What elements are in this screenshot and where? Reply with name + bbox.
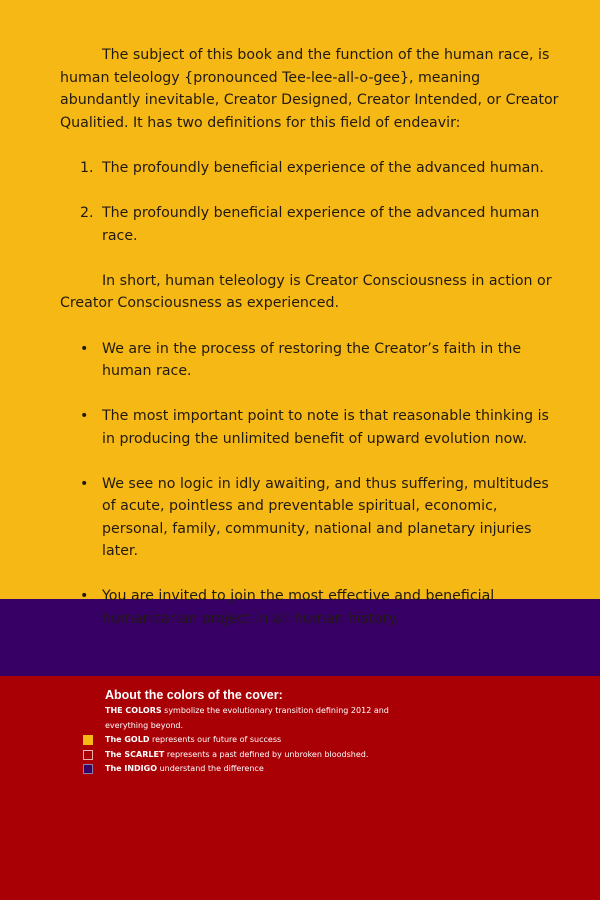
bullet-icon: • (80, 588, 89, 604)
scarlet-swatch-icon (83, 750, 93, 760)
legend-row-scarlet (82, 748, 442, 763)
definition-number: 1. (80, 160, 94, 176)
point-text: The most important point to note is that reasonable thinking is in producing the unlimited benefit of upward evolution now. (102, 408, 549, 447)
definition-text: The profoundly beneficial experience of the advanced human race. (102, 205, 540, 244)
back-cover-text (60, 44, 560, 653)
legend-text: represents a past defined by unbroken bloodshed. (164, 749, 369, 759)
bullet-icon: • (80, 340, 89, 357)
point-item (60, 473, 560, 563)
point-text: We are in the process of restoring the Creator’s faith in the human race. (102, 340, 522, 379)
point-text: You are invited to join the most effective and beneficial humanitarian project in all human history. (102, 588, 495, 627)
point-item (60, 338, 560, 383)
bullet-icon: • (80, 475, 89, 492)
legend-label: The GOLD (105, 735, 150, 744)
legend-label: The INDIGO (105, 764, 158, 773)
legend-text: understand the difference (157, 764, 264, 773)
point-text: We see no logic in idly awaiting, and thus suffering, multitudes of acute, pointless and preventable spiritual, economic, personal, family, community, national and planetary injuries later. (102, 475, 549, 559)
legend-intro-text: symbolize the evolutionary transition defining 2012 and everything beyond. (105, 706, 389, 730)
definition-text: The profoundly beneficial experience of the advanced human. (102, 160, 544, 176)
definitions-list (60, 157, 560, 247)
definition-item (60, 157, 560, 180)
legend-intro (105, 704, 425, 733)
bullet-icon: • (80, 408, 89, 424)
definition-number: 2. (80, 205, 94, 221)
summary-paragraph: In short, human teleology is Creator Consciousness in action or Creator Consciousness as experienced. (60, 272, 552, 311)
point-item (60, 405, 560, 450)
gold-swatch-icon (83, 735, 93, 745)
legend-row-indigo (82, 762, 442, 777)
legend-title: About the colors of the cover: (105, 688, 283, 702)
intro-paragraph: The subject of this book and the function of the human race, is human teleology {pronounced Tee-lee-all-o-gee}, meaning abundantly inevitable, Creator Designed, Creator Intended, or Creator Qualitied. It has two definitions for this field of endeavir: (60, 47, 559, 131)
legend-intro-label: THE COLORS (105, 706, 162, 715)
indigo-swatch-icon (83, 764, 93, 774)
legend-row-gold (82, 733, 442, 748)
legend-text: represents our future of success (149, 735, 282, 744)
legend-label: The SCARLET (105, 749, 165, 759)
point-item (60, 585, 560, 630)
points-list (60, 338, 560, 631)
definition-item (60, 202, 560, 247)
color-legend (82, 688, 442, 777)
